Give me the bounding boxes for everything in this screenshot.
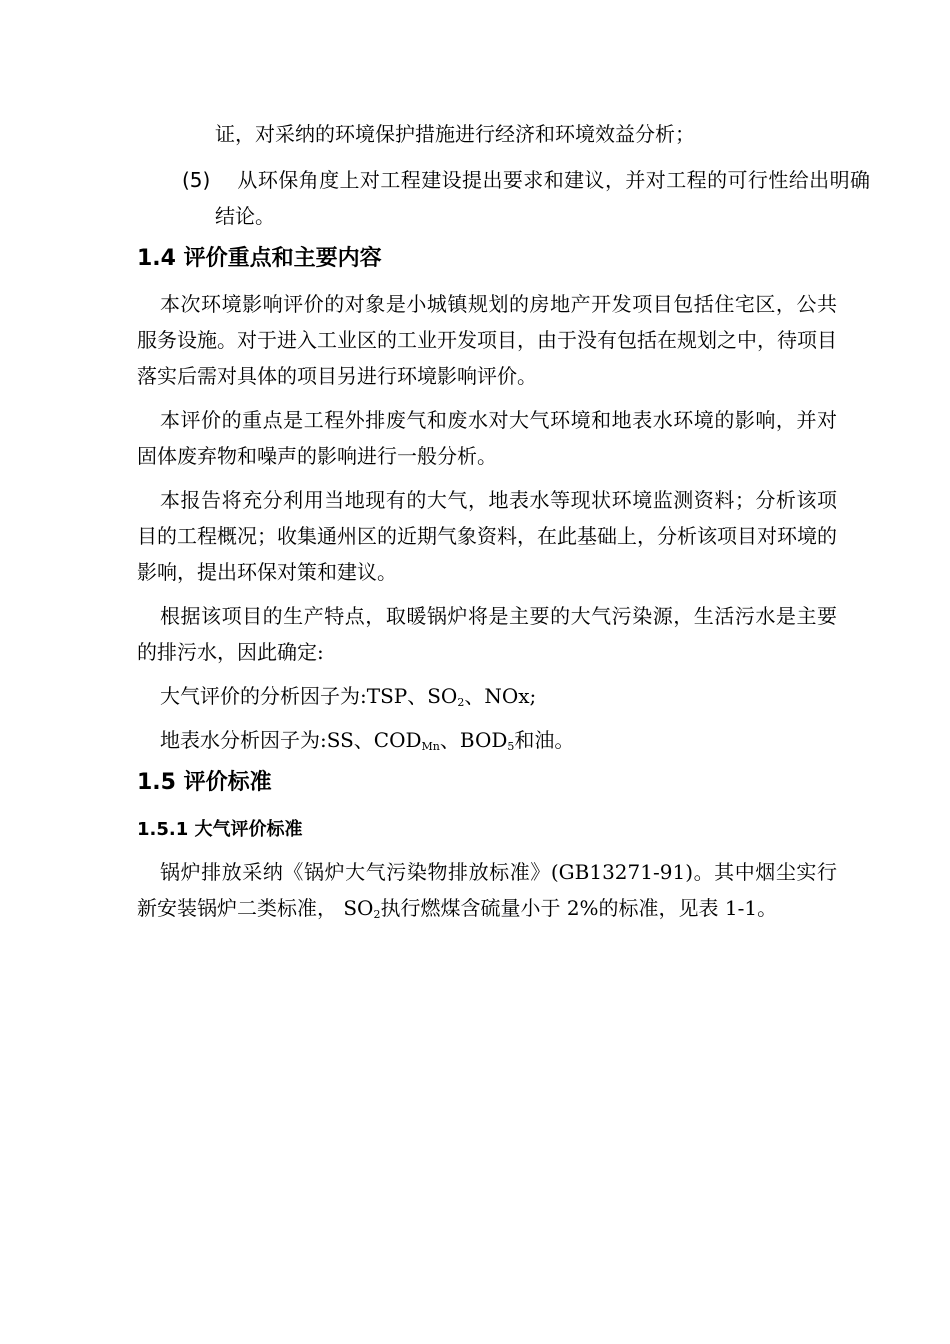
- paragraph-water-factors: [137, 722, 837, 758]
- boiler-standard-part1: 锅炉排放采纳《锅炉大气污染物排放标准》(GB13271-91)。其中烟尘实行新安装锅炉二类标准， SO: [137, 860, 837, 920]
- paragraph-evaluation-object: 本次环境影响评价的对象是小城镇规划的房地产开发项目包括住宅区，公共服务设施。对于进入工业区的工业开发项目，由于没有包括在规划之中，待项目落实后需对具体的项目另进行环境影响评价。: [137, 292, 837, 388]
- list-item-5: [182, 162, 870, 234]
- air-factors-prefix: 大气评价的分析因子为:TSP、SO: [160, 684, 458, 708]
- paragraph-evaluation-focus: 本评价的重点是工程外排废气和废水对大气环境和地表水环境的影响，并对固体废弃物和噪声的影响进行一般分析。: [137, 408, 837, 468]
- water-factors-prefix: 地表水分析因子为:SS、COD: [160, 728, 422, 752]
- list-item-text: 从环保角度上对工程建设提出要求和建议，并对工程的可行性给出明确结论。: [215, 168, 870, 228]
- paragraph-production-features: 根据该项目的生产特点，取暖锅炉将是主要的大气污染源，生活污水是主要的排污水，因此确定:: [137, 604, 837, 664]
- paragraph-report-method: 本报告将充分利用当地现有的大气，地表水等现状环境监测资料；分析该项目的工程概况；收集通州区的近期气象资料，在此基础上，分析该项目对环境的影响，提出环保对策和建议。: [137, 488, 837, 584]
- water-factors-subscript-mn: Mn: [421, 740, 440, 753]
- section-heading-1-5: 1.5 评价标准: [137, 770, 272, 795]
- subsection-heading-1-5-1: 1.5.1 大气评价标准: [137, 819, 303, 840]
- section-heading-1-4: 1.4 评价重点和主要内容: [137, 246, 382, 271]
- boiler-standard-subscript: 2: [373, 908, 381, 921]
- water-factors-mid: 、BOD: [439, 728, 508, 752]
- water-factors-subscript-5: 5: [507, 740, 515, 753]
- continuation-line: 证，对采纳的环境保护措施进行经济和环境效益分析；: [215, 122, 695, 146]
- paragraph-air-factors: [137, 678, 837, 714]
- air-factors-subscript: 2: [457, 696, 465, 709]
- water-factors-suffix: 和油。: [514, 728, 575, 752]
- list-item-number: (5): [182, 168, 211, 192]
- boiler-standard-part2: 执行燃煤含硫量小于 2%的标准，见表 1-1。: [380, 896, 778, 920]
- paragraph-boiler-standard: [137, 854, 837, 926]
- air-factors-suffix: 、NOx;: [464, 684, 537, 708]
